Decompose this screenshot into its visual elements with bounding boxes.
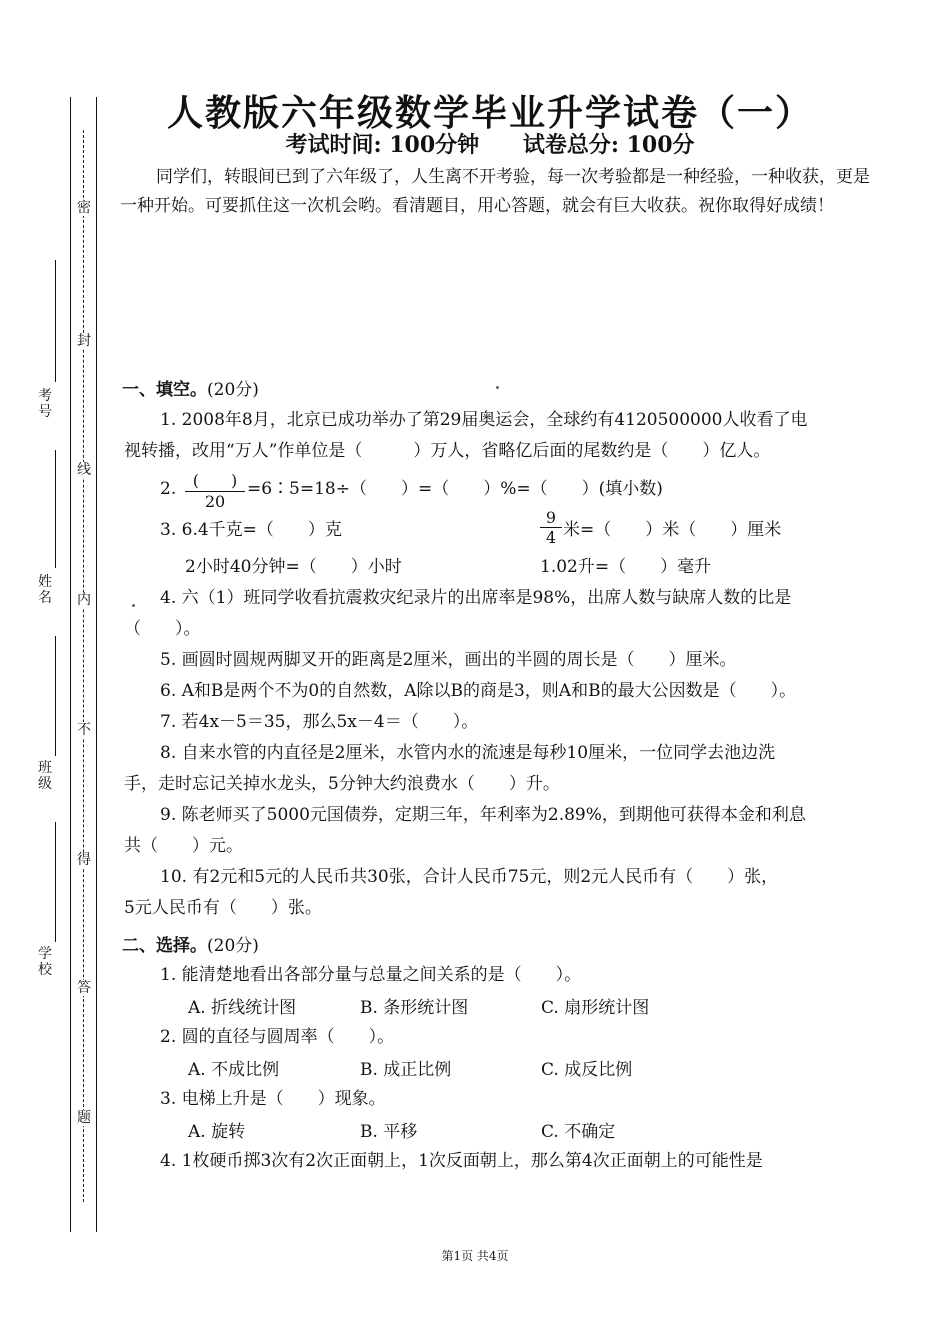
- s2-q3-option-c: C. 不确定: [541, 1122, 616, 1142]
- s1-q10-line1: 10. 有2元和5元的人民币共30张，合计人民币75元，则2元人民币有（ ）张，: [160, 867, 779, 887]
- seal-char-1: 密: [77, 200, 91, 216]
- section-2-heading: 二、选择。(20分): [122, 936, 259, 956]
- school-line: [55, 822, 56, 942]
- s1-q3-b-fraction: [540, 508, 562, 547]
- s2-q1-option-b: B. 条形统计图: [360, 998, 469, 1018]
- school-label: 学 校: [38, 946, 52, 978]
- s2-q3-option-b: B. 平移: [360, 1122, 418, 1142]
- s1-q6: 6. A和B是两个不为0的自然数，A除以B的商是3，则A和B的最大公因数是（ ）。: [160, 681, 797, 701]
- section-1-heading: 一、填空。(20分): [122, 380, 259, 400]
- s1-q5: 5. 画圆时圆规两脚叉开的距离是2厘米，画出的半圆的周长是（ ）厘米。: [160, 650, 737, 670]
- page-title: 人教版六年级数学毕业升学试卷（一）: [166, 93, 813, 134]
- s1-q4-line2: （ ）。: [124, 619, 201, 639]
- exam-number-label: 考 号: [38, 388, 52, 420]
- s1-q3-a: 3. 6.4千克=（ ）克: [160, 520, 342, 540]
- s1-q7: 7. 若4x－5＝35，那么5x－4＝（ ）。: [160, 712, 479, 732]
- s1-q2-equation: =6∶5=18÷（ ）=（ ）%=（ ）(填小数): [247, 479, 663, 499]
- seal-char-7: 答: [77, 980, 91, 996]
- s2-q2-option-a: A. 不成比例: [188, 1060, 280, 1080]
- s2-q2: 2. 圆的直径与圆周率（ ）。: [160, 1027, 395, 1047]
- exam-info: [140, 128, 840, 159]
- class-line: [55, 636, 56, 756]
- s1-q10-line2: 5元人民币有（ ）张。: [124, 898, 322, 918]
- exam-number-line: [55, 260, 56, 382]
- seal-char-8: 题: [77, 1110, 91, 1126]
- s2-q3-option-a: A. 旋转: [188, 1122, 246, 1142]
- seal-char-6: 得: [77, 852, 91, 868]
- s1-q1-line2: 视转播，改用“万人”作单位是（ ）万人，省略亿后面的尾数约是（ ）亿人。: [124, 441, 771, 461]
- s1-q3-d: 1.02升=（ ）毫升: [540, 557, 712, 577]
- s2-q1-option-a: A. 折线统计图: [188, 998, 297, 1018]
- s1-q2-label: 2.: [160, 479, 177, 499]
- s2-q1-option-c: C. 扇形统计图: [541, 998, 650, 1018]
- s2-q2-option-b: B. 成正比例: [360, 1060, 452, 1080]
- s1-q8-line1: 8. 自来水管的内直径是2厘米，水管内水的流速是每秒10厘米，一位同学去池边洗: [160, 743, 776, 763]
- exam-time: 考试时间: 100分钟: [285, 132, 480, 158]
- s1-q8-line2: 手，走时忘记关掉水龙头，5分钟大约浪费水（ ）升。: [124, 774, 560, 794]
- s1-q3-b: 米=（ ）米（ ）厘米: [563, 520, 782, 540]
- class-label: 班 级: [38, 760, 52, 792]
- margin-border-right: [96, 97, 97, 1232]
- name-line: [55, 450, 56, 568]
- seal-char-4: 内: [77, 592, 91, 608]
- s2-q1: 1. 能清楚地看出各部分量与总量之间关系的是（ ）。: [160, 965, 582, 985]
- fraction-numerator: 9: [540, 508, 562, 528]
- scan-speck: [496, 386, 499, 389]
- margin-border-left: [70, 97, 71, 1232]
- s1-q1-line1: 1. 2008年8月，北京已成功举办了第29届奥运会，全球约有4120500000人收看了电: [160, 410, 808, 430]
- s2-q4: 4. 1枚硬币掷3次有2次正面朝上，1次反面朝上，那么第4次正面朝上的可能性是: [160, 1151, 763, 1171]
- seal-dashed-line: [83, 130, 84, 1202]
- page-footer: 第1页 共4页: [441, 1249, 509, 1263]
- s1-q9-line1: 9. 陈老师买了5000元国债券，定期三年，年利率为2.89%，到期他可获得本金和利息: [160, 805, 806, 825]
- intro-paragraph: 同学们，转眼间已到了六年级了，人生离不开考验，每一次考验都是一种经验，一种收获，更是一种开始。可要抓住这一次机会哟。看清题目，用心答题，就会有巨大收获。祝你取得好成绩！: [120, 167, 870, 216]
- fraction-numerator: ( ): [185, 468, 245, 492]
- seal-char-5: 不: [77, 722, 91, 738]
- s1-q3-c: 2小时40分钟=（ ）小时: [185, 557, 402, 577]
- total-score: 试卷总分: 100分: [522, 132, 695, 158]
- s1-q4-line1: 4. 六（1）班同学收看抗震救灾纪录片的出席率是98%，出席人数与缺席人数的比是: [160, 588, 792, 608]
- seal-char-2: 封: [77, 333, 91, 349]
- scan-speck: [132, 604, 135, 607]
- s1-q9-line2: 共（ ）元。: [124, 836, 243, 856]
- s2-q3: 3. 电梯上升是（ ）现象。: [160, 1089, 386, 1109]
- fraction-denominator: 20: [204, 492, 226, 511]
- s2-q2-option-c: C. 成反比例: [541, 1060, 633, 1080]
- seal-char-3: 线: [77, 462, 91, 478]
- fraction-denominator: 4: [545, 528, 557, 547]
- s1-q2-fraction: [185, 468, 245, 511]
- name-label: 姓 名: [38, 574, 52, 606]
